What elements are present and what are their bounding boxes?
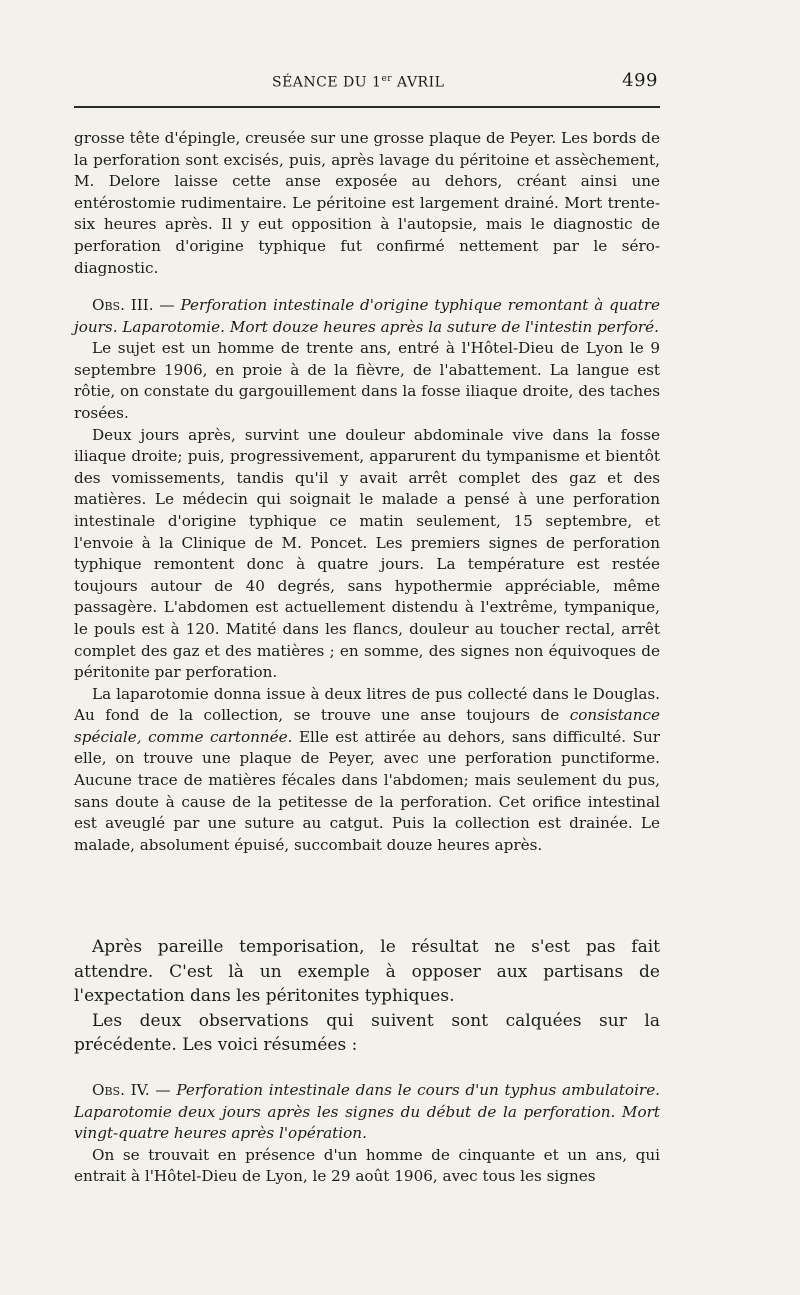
header-rule — [74, 106, 660, 108]
observation-heading: Obs. IV. — Perforation intestinale dans le cours d'un typhus ambulatoire. Laparotomie deux jours après les signes du début de la perforation. Mort vingt-quatre heures après l'opération. — [74, 1081, 661, 1143]
observation-title: Perforation intestinale d'origine typhique remontant à quatre jours. Laparotomie. Mort douze heures après la suture de l'intestin perforé. — [74, 296, 660, 336]
paragraph: Deux jours après, survint une douleur abdominale vive dans la fosse iliaque droite; puis, progressivement, apparurent du tympanisme et bientôt des vomissements, tandis qu'il y avait arrêt complet des gaz et des matières. Le médecin qui soignait le malade a pensé à une perforation intestinale d'origine typhique ce matin seulement, 15 septembre, et l'envoie à la Clinique de M. Poncet. Les premiers signes de perforation typhique remontent donc à quatre jours. La température est restée toujours autour de 40 degrés, sans hypothermie appréciable, même passagère. L'abdomen est actuellement distendu à l'extrême, tympanique, le pouls est à 120. Matité dans les flancs, douleur au toucher rectal, arrêt complet des gaz et des matières ; en somme, des signes non équivoques de péritonite par perforation. — [74, 425, 660, 682]
running-title: SÉANCE DU 1er AVRIL — [272, 74, 445, 91]
main-text — [74, 935, 660, 1058]
observation-heading: Obs. III. — Perforation intestinale d'origine typhique remontant à quatre jours. Laparotomie. Mort douze heures après la suture de l'intestin perforé. — [74, 296, 660, 336]
paragraph: grosse tête d'épingle, creusée sur une grosse plaque de Peyer. Les bords de la perforation sont excisés, puis, après lavage du péritoine et assèchement, M. Delore laisse cette anse exposée au dehors, créant ainsi une entérostomie rudimentaire. Le péritoine est largement drainé. Mort trente-six heures après. Il y eut opposition à l'autopsie, mais le diagnostic de perforation d'origine typhique fut confirmé nettement par le séro-diagnostic. — [74, 129, 660, 277]
paragraph: Après pareille temporisation, le résultat ne s'est pas fait attendre. C'est là un exemple à opposer aux partisans de l'expectation dans les péritonites typhiques. — [74, 937, 660, 1006]
observation-label: Obs. IV. — [92, 1081, 150, 1099]
page-number: 499 — [622, 70, 658, 91]
running-header — [74, 70, 660, 96]
paragraph: Le sujet est un homme de trente ans, entré à l'Hôtel-Dieu de Lyon le 9 septembre 1906, en proie à de la fièvre, de l'abattement. La langue est rôtie, on constate du gargouillement dans la fosse iliaque droite, des taches rosées. — [74, 339, 660, 422]
observation-2-continuation — [74, 128, 660, 279]
observation-3 — [74, 295, 660, 856]
observation-title: Perforation intestinale dans le cours d'un typhus ambulatoire. Laparotomie deux jours après les signes du début de la perforation. Mort vingt-quatre heures après l'opération. — [74, 1081, 661, 1143]
paragraph: Les deux observations qui suivent sont calquées sur la précédente. Les voici résumées : — [74, 1010, 660, 1055]
observation-label: Obs. III. — [92, 296, 154, 314]
paragraph: La laparotomie donna issue à deux litres de pus collecté dans le Douglas. Au fond de la collection, se trouve une anse toujours de consistance spéciale, comme cartonnée. Elle est attirée au dehors, sans difficulté. Sur elle, on trouve une plaque de Peyer, avec une perforation punctiforme. Aucune trace de matières fécales dans l'abdomen; mais seulement du pus, sans doute à cause de la petitesse de la perforation. Cet orifice intestinal est aveuglé par une suture au catgut. Puis la collection est drainée. Le malade, absolument épuisé, succombait douze heures après. — [74, 684, 660, 854]
observation-4 — [74, 1080, 660, 1188]
paragraph: On se trouvait en présence d'un homme de cinquante et un ans, qui entrait à l'Hôtel-Dieu de Lyon, le 29 août 1906, avec tous les signes — [74, 1145, 660, 1186]
